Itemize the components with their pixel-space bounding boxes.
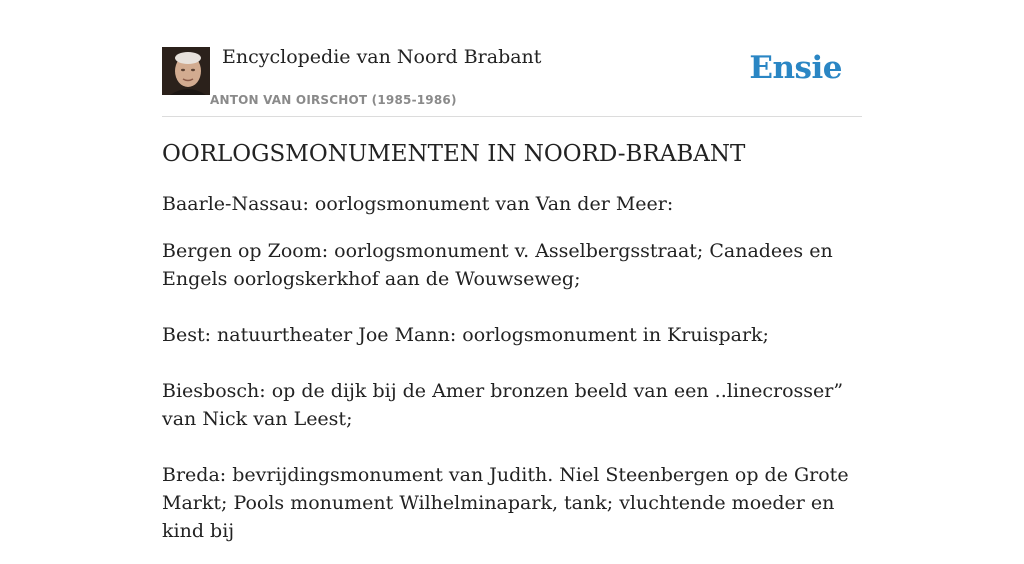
book-title[interactable]: Encyclopedie van Noord Brabant [222,46,542,68]
article-title: OORLOGSMONUMENTEN IN NOORD-BRABANT [162,141,746,167]
article-content [162,138,862,564]
article-header [162,0,862,117]
author-avatar[interactable] [162,47,210,95]
article-paragraph: Breda: bevrijdingsmonument van Judith. Niel Steenbergen op de Grote Markt; Pools monument Wilhelminapark, tank; vluchtende moeder en kind bij [162,464,849,542]
article-paragraph: Bergen op Zoom: oorlogsmonument v. Asselbergsstraat; Canadees en Engels oorlogskerkhof aan de Wouwseweg; [162,240,833,290]
article-paragraph: Biesbosch: op de dijk bij de Amer bronzen beeld van een ..linecrosser” van Nick van Leest; [162,380,844,430]
article-paragraph: Baarle-Nassau: oorlogsmonument van Van der Meer: [162,193,674,215]
author-portrait-icon [162,47,210,95]
article-paragraph: Best: natuurtheater Joe Mann: oorlogsmonument in Kruispark; [162,324,769,346]
author-name[interactable]: ANTON VAN OIRSCHOT (1985-1986) [210,93,457,107]
ensie-logo[interactable]: Ensie [749,50,842,86]
